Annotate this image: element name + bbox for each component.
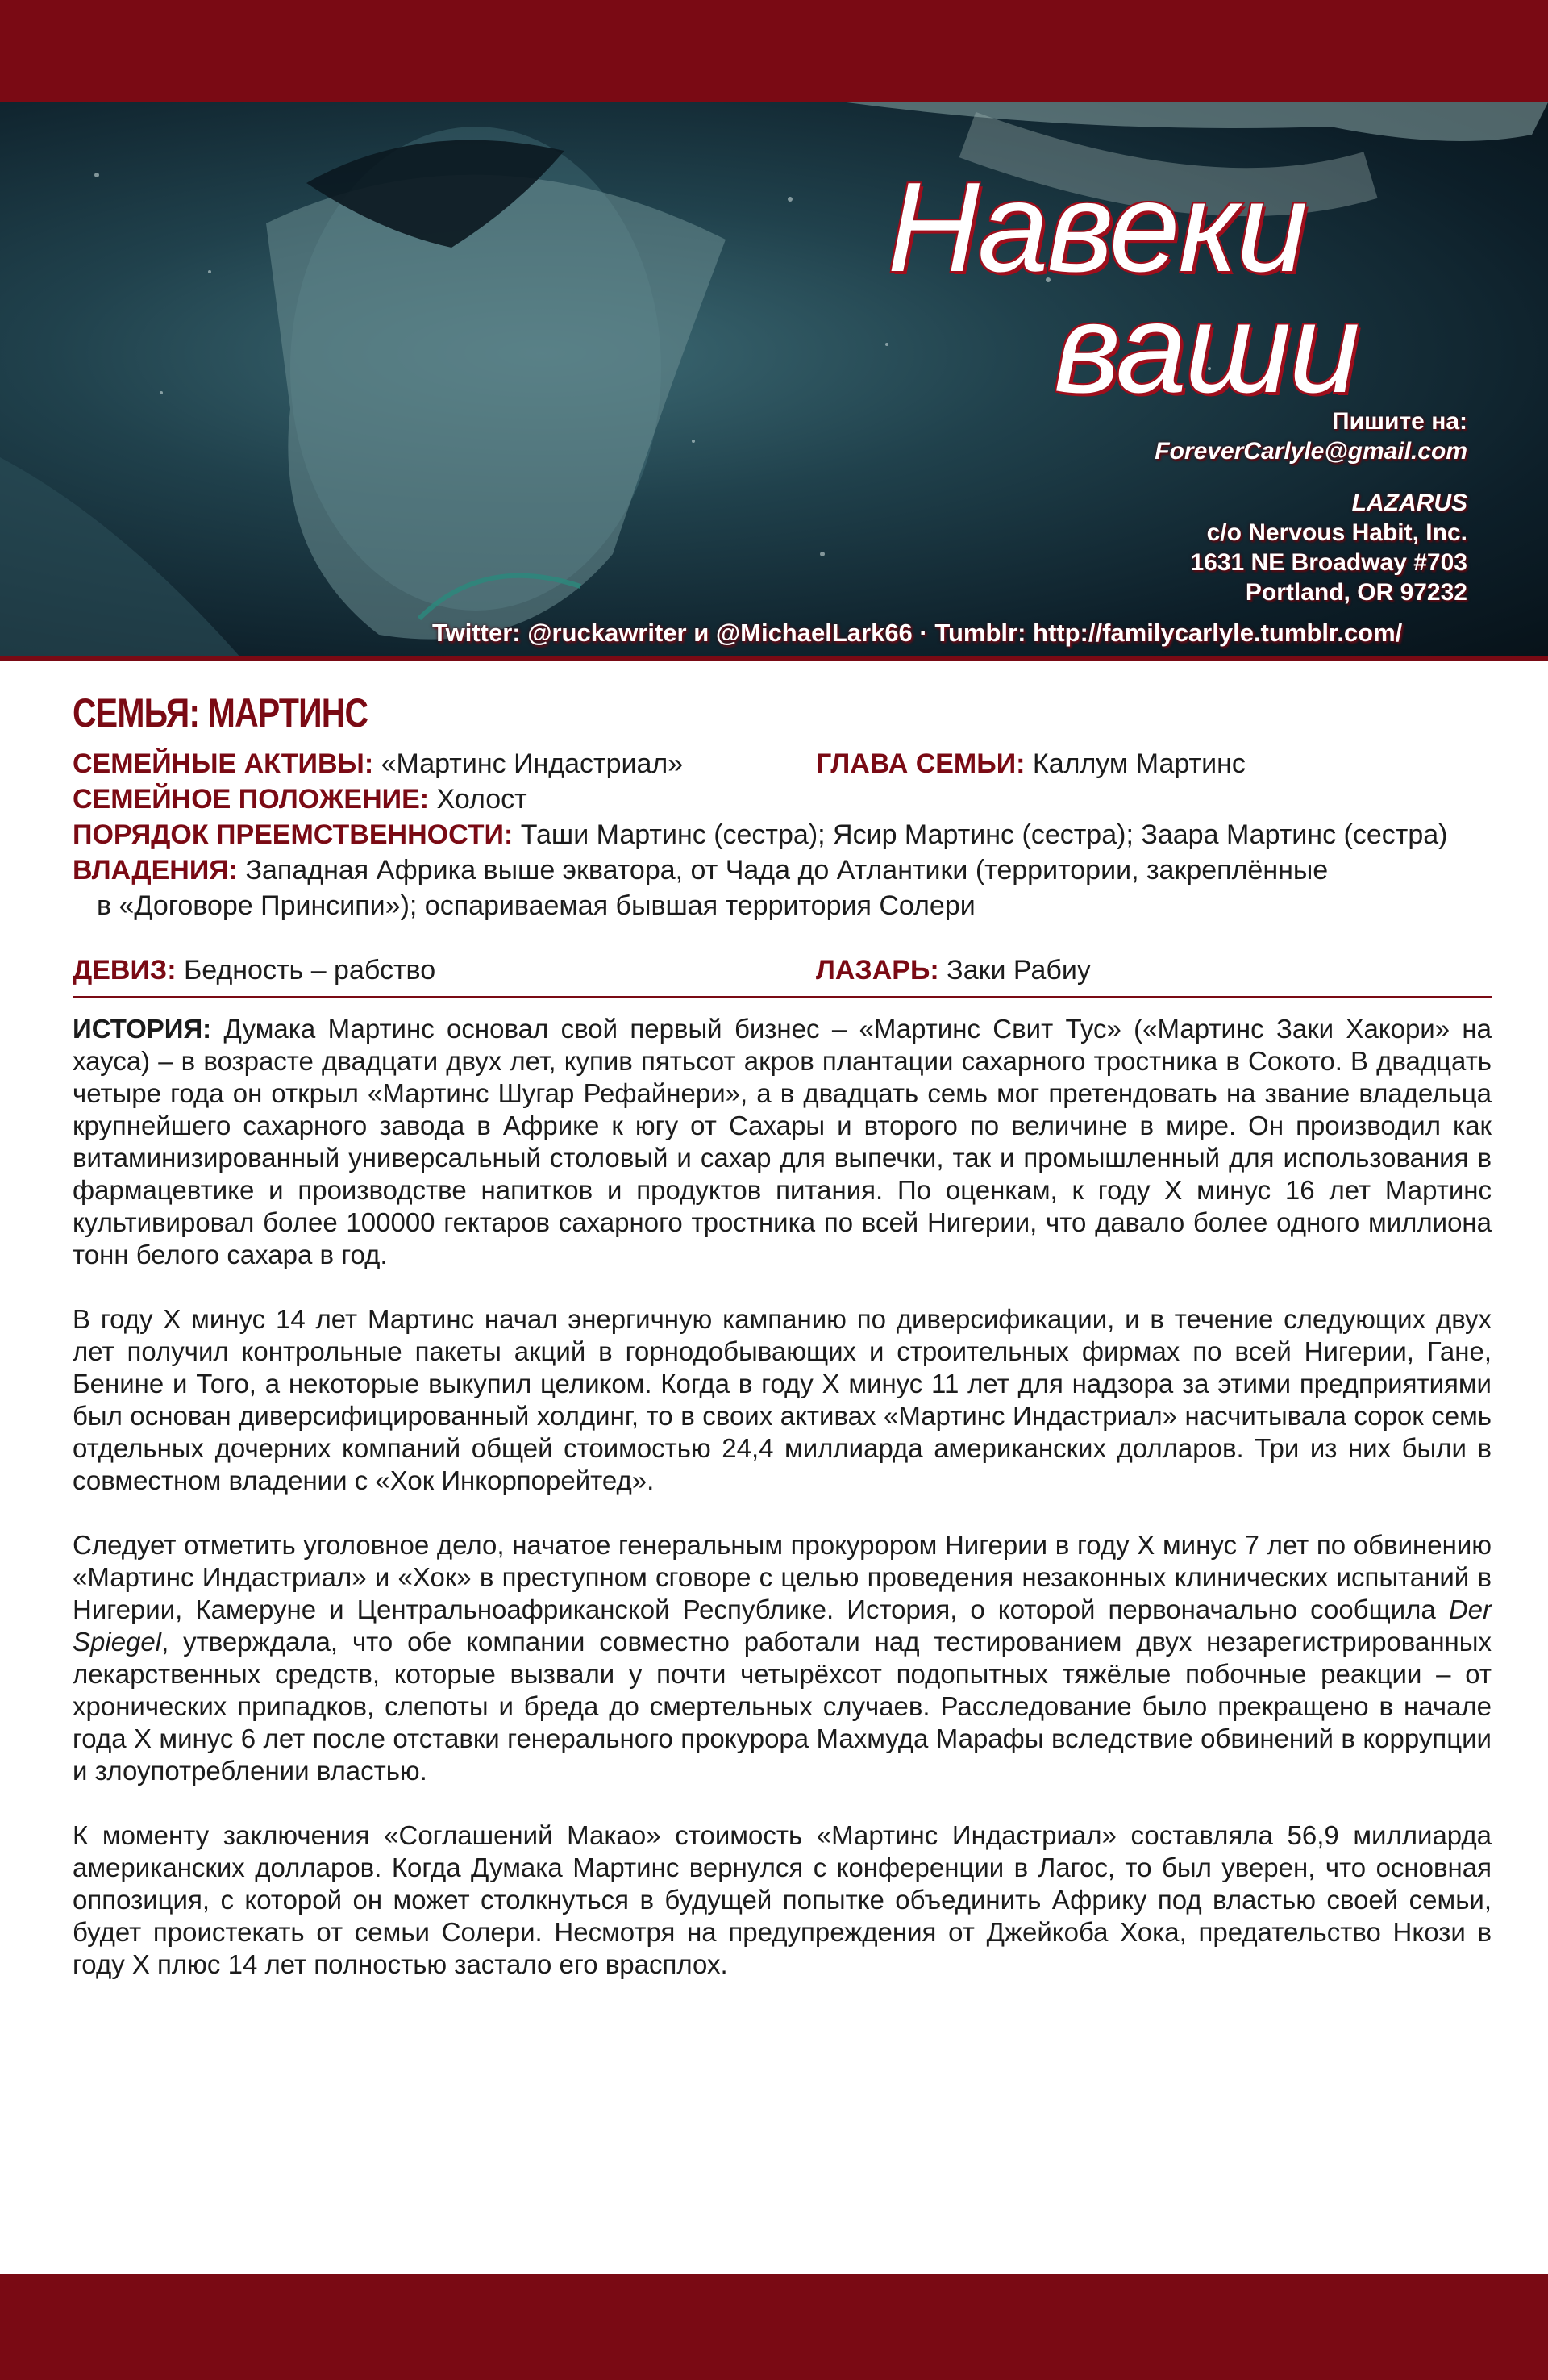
motto-value: Бедность – рабство xyxy=(183,955,436,986)
holdings-value: Западная Африка выше экватора, от Чада до Атлантики (территории, закреплённые xyxy=(245,855,1329,886)
history-paragraph-3 xyxy=(73,1529,1492,1787)
contact-email[interactable]: ForeverCarlyle@gmail.com xyxy=(1155,438,1467,465)
status-row xyxy=(73,782,1492,817)
motto-label: ДЕВИЗ: xyxy=(73,955,177,986)
address-line: c/o Nervous Habit, Inc. xyxy=(1206,519,1467,546)
lazarus-value: Заки Рабиу xyxy=(947,955,1091,986)
banner-title-line2: ваши xyxy=(1054,277,1359,419)
publication-name: Der Spiegel xyxy=(73,1594,1492,1657)
banner-divider xyxy=(0,656,1548,661)
assets-value: «Мартинс Индастриал» xyxy=(381,748,684,779)
postal-address xyxy=(1190,488,1467,607)
motto-row xyxy=(73,952,1492,988)
bottom-bar xyxy=(0,2274,1548,2380)
write-to-label: Пишите на: xyxy=(1332,408,1467,435)
holdings-label: ВЛАДЕНИЯ: xyxy=(73,855,239,886)
contact-block xyxy=(1155,406,1467,466)
family-head-field xyxy=(816,746,1246,782)
address-line: 1631 NE Broadway #703 xyxy=(1190,549,1467,576)
assets-row xyxy=(73,746,1492,782)
lazarus-label: ЛАЗАРЬ: xyxy=(816,955,939,986)
address-line: LAZARUS xyxy=(1351,490,1467,516)
succession-row xyxy=(73,817,1492,852)
status-value: Холост xyxy=(436,784,527,815)
holdings-row xyxy=(73,852,1492,888)
family-heading: СЕМЬЯ: МАРТИНС xyxy=(73,690,368,736)
social-links[interactable]: Twitter: @ruckawriter и @MichaelLark66 · Tumblr: http://familycarlyle.tumblr.com/ xyxy=(432,619,1403,647)
head-value: Каллум Мартинс xyxy=(1032,748,1246,779)
history-text: , утверждала, что обе компании совместно работали над тестированием двух незарегистрированных лекарственных средств, которые вызвали у почти четырёхсот подопытных тяжёлые побочные реакции – от хронических припадков, слепоты и бреда до смертельных случаев. Расследование было прекращено в начале года Х минус 6 лет после отставки генерального прокурора Махмуда Марафы вследствие обвинений в коррупции и злоупотреблении властью. xyxy=(73,1627,1492,1786)
banner xyxy=(0,102,1548,661)
head-label: ГЛАВА СЕМЬИ: xyxy=(816,748,1026,779)
history-label: ИСТОРИЯ: xyxy=(73,1014,212,1044)
banner-title-line1: Навеки xyxy=(887,156,1306,298)
history-text: Следует отметить уголовное дело, начатое генеральным прокурором Нигерии в году Х минус 7 лет по обвинению «Мартинс Индастриал» и «Хок» в преступном сговоре с целью проведения незаконных клинических испытаний в Нигерии, Камеруне и Центральноафриканской Республике. История, о которой первоначально сообщила xyxy=(73,1530,1492,1624)
family-profile xyxy=(73,690,1492,2013)
lazarus-field xyxy=(816,952,1091,988)
holdings-row-cont xyxy=(73,888,1492,923)
holdings-value-cont: в «Договоре Принсипи»); оспариваемая бывшая территория Солери xyxy=(97,890,976,921)
history-text: Думака Мартинс основал свой первый бизнес – «Мартинс Свит Тус» («Мартинс Заки Хакори» на хауса) – в возрасте двадцати двух лет, купив пятьсот акров плантации сахарного тростника в Сокото. В двадцать четыре года он открыл «Мартинс Шугар Рефайнери», а в двадцать семь мог претендовать на звание владельца крупнейшего сахарного завода в Африке к югу от Сахары и второго по величине в мире. Он производил как витаминизированный универсальный столовый и сахар для выпечки, так и промышленный для использования в фармацевтике и производстве напитков и продуктов питания. По оценкам, к году Х минус 16 лет Мартинс культивировал более 100000 гектаров сахарного тростника по всей Нигерии, что давало более одного миллиона тонн белого сахара в год. xyxy=(73,1014,1492,1269)
succession-label: ПОРЯДОК ПРЕЕМСТВЕННОСТИ: xyxy=(73,819,514,850)
history-paragraph-2: В году Х минус 14 лет Мартинс начал энергичную кампанию по диверсификации, и в течение следующих двух лет получил контрольные пакеты акций в горнодобывающих и строительных фирмах по всей Нигерии, Гане, Бенине и Того, а некоторые выкупил целиком. Когда в году Х минус 11 лет для надзора за этими предприятиями был основан диверсифицированный холдинг, то в своих активах «Мартинс Индастриал» насчитывала сорок семь отдельных дочерних компаний общей стоимостью 24,4 миллиарда американских долларов. Три из них были в совместном владении с «Хок Инкорпорейтед». xyxy=(73,1304,1492,1495)
history-paragraph-1 xyxy=(73,1013,1492,1271)
history-paragraph-4: К моменту заключения «Соглашений Макао» стоимость «Мартинс Индастриал» составляла 56,9 миллиарда американских долларов. Когда Думака Мартинс вернулся с конференции в Лагос, то был уверен, что основная оппозиция, с которой он может столкнуться в будущей попытке объединить Африку под властью своей семьи, будет проистекать от семьи Солери. Несмотря на предупреждения от Джейкоба Хока, предательство Нкози в году Х плюс 14 лет полностью застало его врасплох. xyxy=(73,1820,1492,1979)
address-line: Portland, OR 97232 xyxy=(1245,579,1467,606)
status-label: СЕМЕЙНОЕ ПОЛОЖЕНИЕ: xyxy=(73,784,430,815)
assets-label: СЕМЕЙНЫЕ АКТИВЫ: xyxy=(73,748,374,779)
section-divider xyxy=(73,996,1492,998)
top-bar xyxy=(0,0,1548,102)
succession-value: Таши Мартинс (сестра); Ясир Мартинс (сестра); Заара Мартинс (сестра) xyxy=(520,819,1448,850)
